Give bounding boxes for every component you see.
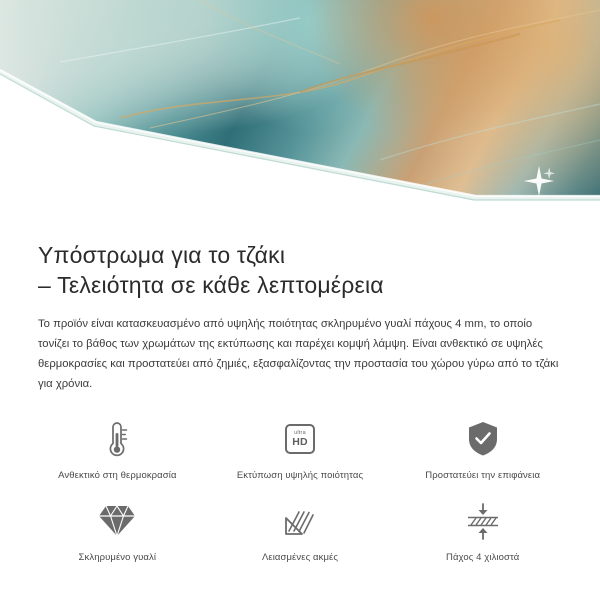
feature-item-print-quality (209, 416, 392, 482)
badge-top-text: ultra (294, 429, 306, 436)
description-paragraph: Το προϊόν είναι κατασκευασμένο από υψηλής ποιότητας σκληρυμένο γυαλί πάχους 4 mm, το οποίο τονίζει το βάθος των χρωμάτων της εκτύπωσης και παρέχει κομψή λάμψη. Είναι ανθεκτικό σε υψηλές θερμοκρασίες και προστατεύει από ζημιές, εξασφαλίζοντας την προστασία του χώρου γύρω από το τζάκι για χρόνια. (38, 318, 559, 390)
thickness-arrows-icon (463, 498, 503, 544)
feature-label: Λειασμένες ακμές (261, 552, 339, 563)
feature-item-tempered-glass (26, 498, 209, 564)
content-block (0, 222, 600, 394)
feature-item-thickness (391, 498, 574, 564)
feature-label: Εκτύπωση υψηλής ποιότητας (236, 470, 364, 481)
feature-item-surface-protection (391, 416, 574, 482)
feature-label: Πάχος 4 χιλιοστά (446, 552, 520, 563)
feature-label: Προστατεύει την επιφάνεια (425, 470, 541, 481)
thermometer-icon (102, 416, 132, 462)
feature-label: Σκληρυμένο γυαλί (78, 552, 157, 563)
glass-edge-highlight (0, 0, 600, 222)
page-title (38, 240, 562, 300)
feature-item-polished-edges (209, 498, 392, 564)
feature-label: Ανθεκτικό στη θερμοκρασία (58, 470, 177, 481)
badge-main-text: HD (292, 436, 308, 448)
shield-check-icon (465, 416, 501, 462)
headline-line-2: – Τελειότητα σε κάθε λεπτομέρεια (38, 272, 384, 298)
headline-line-1: Υπόστρωμα για το τζάκι (38, 242, 286, 268)
feature-grid (0, 416, 600, 564)
hero-image (0, 0, 600, 222)
polished-edges-icon (282, 498, 318, 544)
diamond-icon (97, 498, 137, 544)
feature-item-temperature (26, 416, 209, 482)
ultra-hd-badge-icon (285, 416, 315, 462)
